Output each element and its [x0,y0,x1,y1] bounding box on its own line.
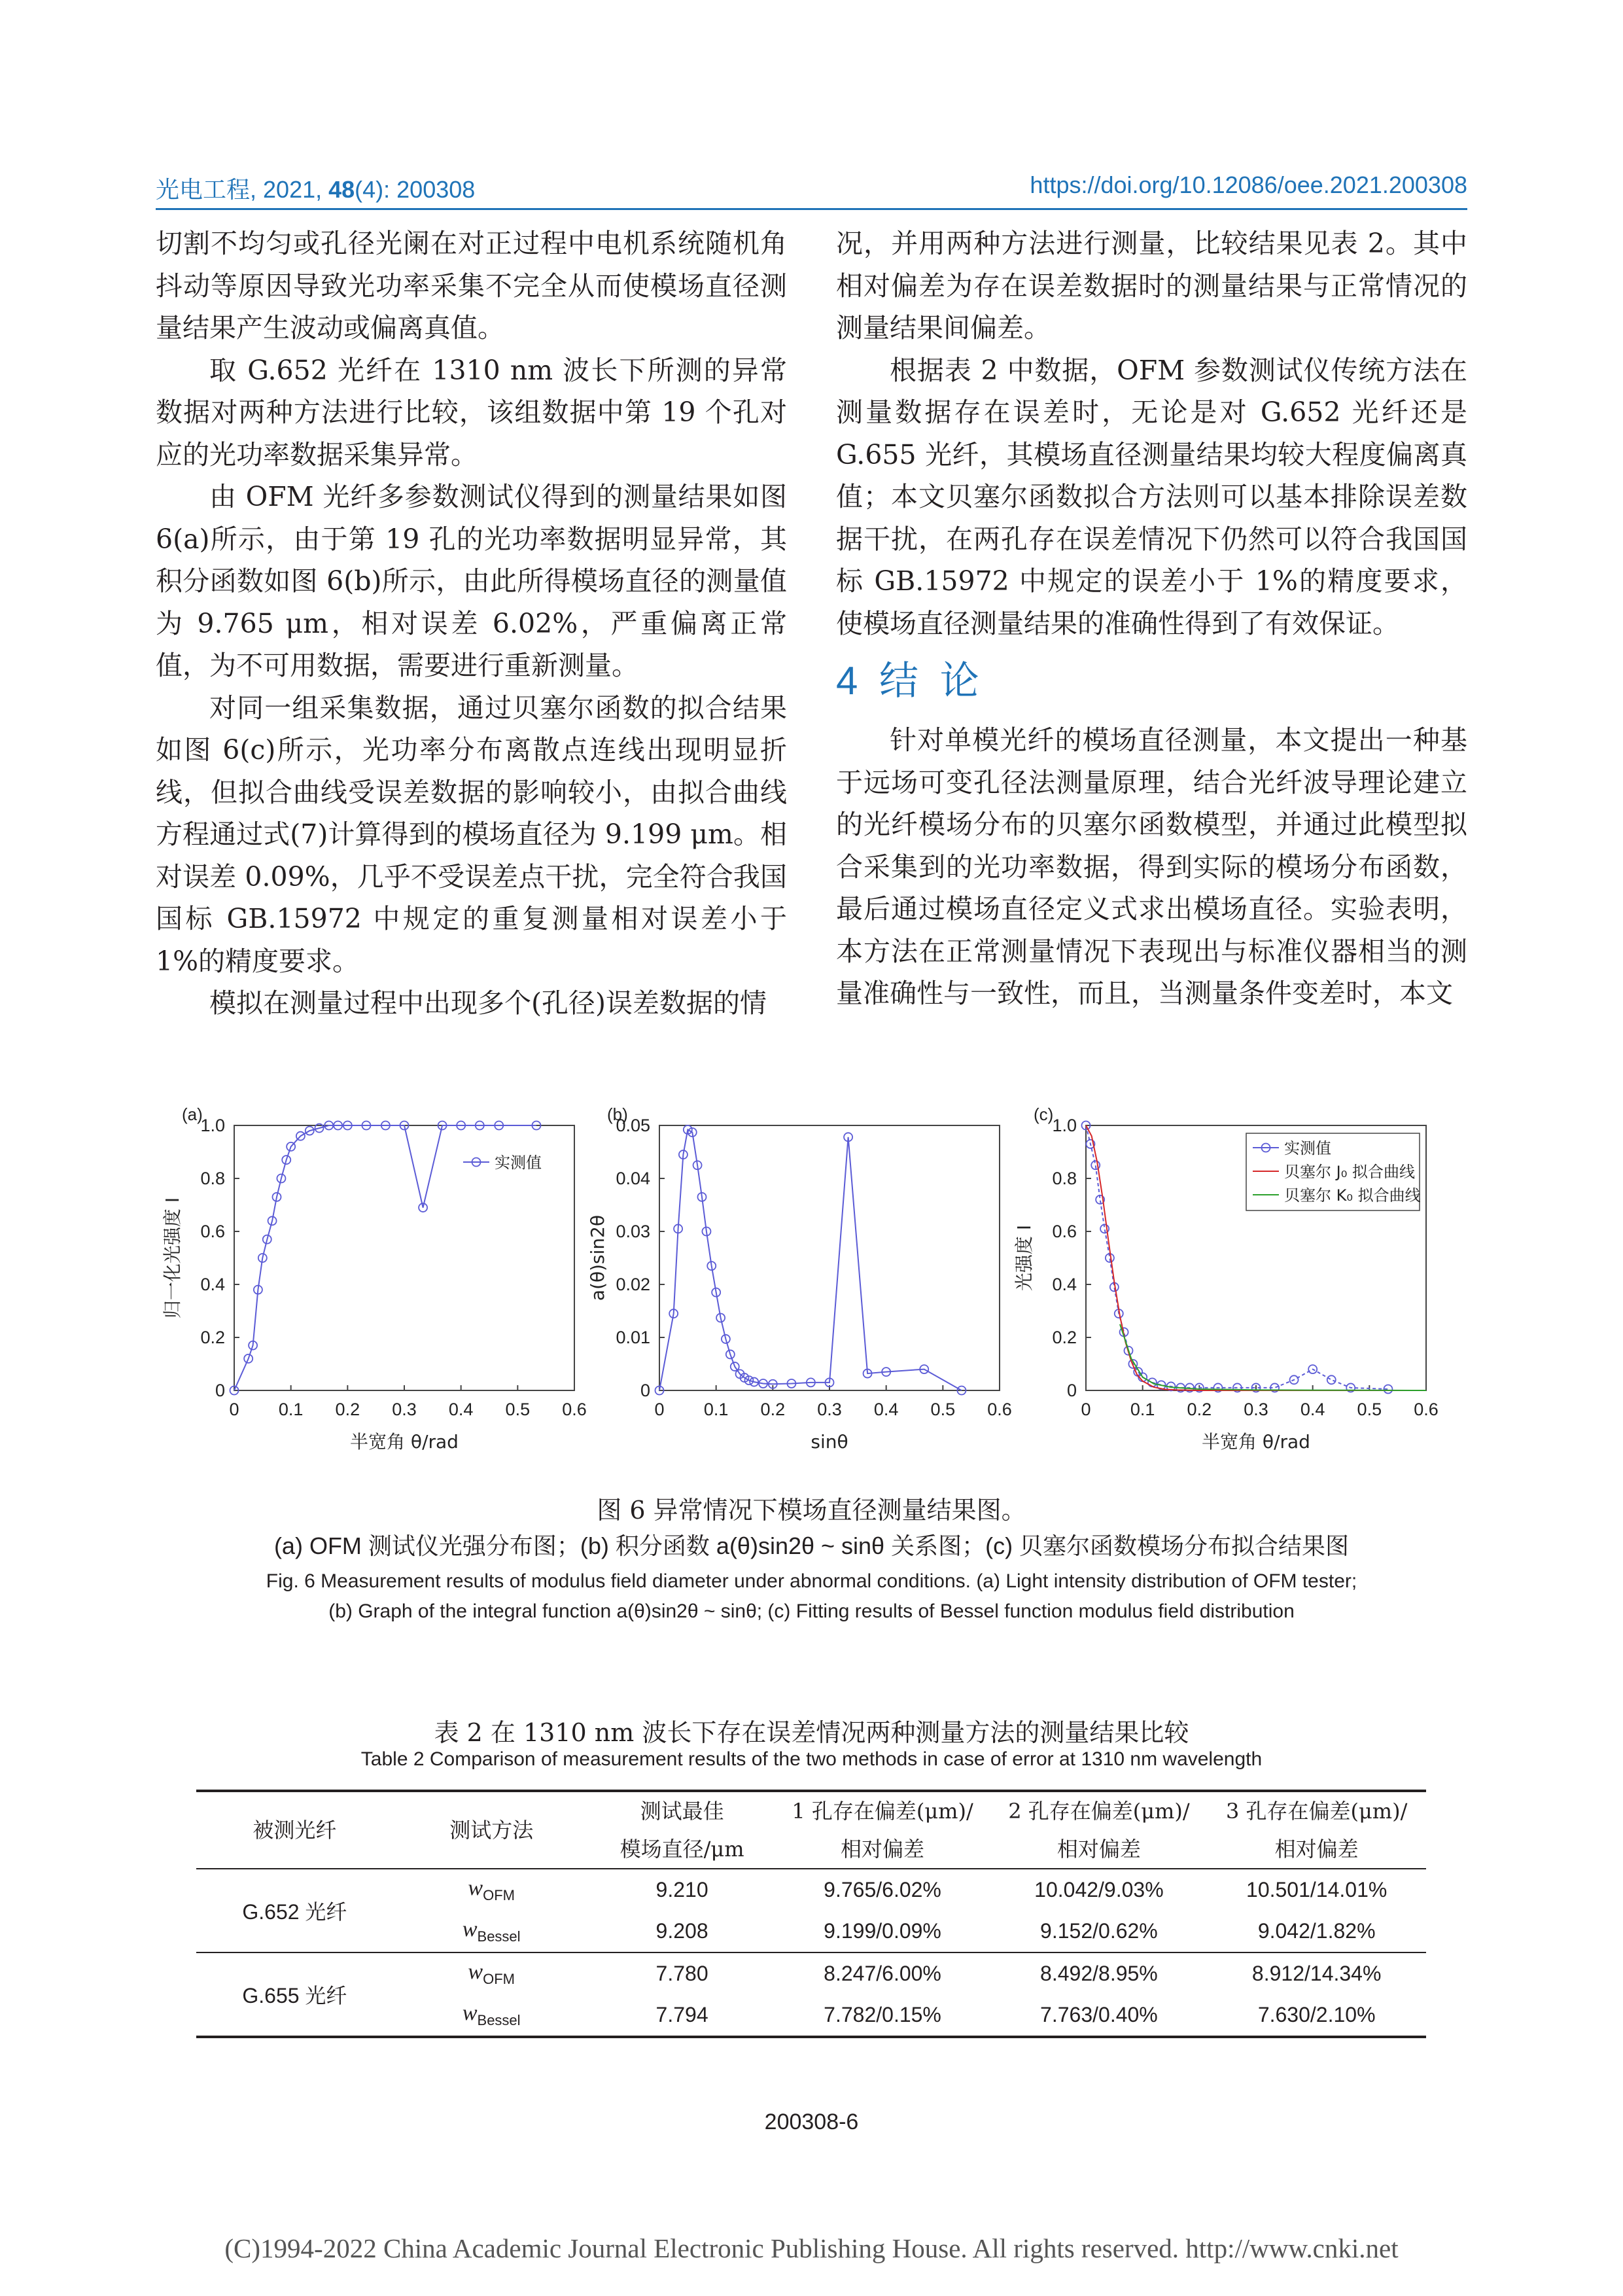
y-axis-label: a(θ)sin2θ [587,1214,608,1301]
table-caption-en: Table 2 Comparison of measurement results of the two methods in case of error at 1310 nm wavelength [360,1748,1263,1770]
figure-caption-en-2: (b) Graph of the integral function a(θ)sin2θ ~ sinθ; (c) Fitting results of Bessel function modulus field distribution [328,1600,1295,1622]
cell-e1: 9.199/0.09% [824,1919,941,1943]
cell-best: 9.208 [655,1919,708,1943]
method-symbol: $w_{OFM}$ [468,1876,515,1903]
y-tick-label: 1.0 [1052,1116,1077,1135]
x-tick-label: 0.5 [1357,1400,1382,1419]
chart-panel-1 [587,1104,1012,1453]
fiber-name: G.655 光纤 [242,1984,347,2007]
x-tick-label: 0.6 [987,1400,1012,1419]
cell-e1: 8.247/6.00% [824,1962,941,1985]
paragraph: 针对单模光纤的模场直径测量，本文提出一种基于远场可变孔径法测量原理，结合光纤波导理论建立的光纤模场分布的贝塞尔函数模型，并通过此模型拟合采集到的光功率数据，得到实际的模场分布函数，最后通过模场直径定义式求出模场直径。实验表明，本方法在正常测量情况下表现出与标准仪器相当的测量准确性与一致性，而且，当测量条件变差时，本文 [836,724,1467,1009]
data-point [1327,1375,1336,1384]
paragraph: 根据表 2 中数据，OFM 参数测试仪传统方法在测量数据存在误差时，无论是对 G.652 光纤还是 G.655 光纤，其模场直径测量结果均较大程度偏离真值；本文贝塞尔函数拟合方法则可以基本排除误差数据干扰，在两孔存在误差情况下仍然可以符合我国国标 GB.15972 中规定的误差小于 1%的精度要求，使模场直径测量结果的准确性得到了有效保证。 [836,354,1467,639]
y-tick-label: 0.03 [616,1222,650,1241]
y-tick-label: 0 [1066,1381,1077,1400]
x-axis-label: 半宽角 θ/rad [1202,1431,1310,1453]
y-tick-label: 1.0 [200,1116,225,1135]
x-tick-label: 0 [1081,1400,1091,1419]
x-tick-label: 0.1 [703,1400,729,1419]
y-tick-label: 0.04 [616,1169,650,1188]
y-tick-label: 0.4 [1052,1275,1077,1294]
page-number: 200308-6 [764,2110,859,2134]
table-caption-cn: 表 2 在 1310 nm 波长下存在误差情况两种测量方法的测量结果比较 [434,1718,1189,1747]
y-tick-label: 0.2 [200,1328,225,1347]
legend-entry: 实测值 [1284,1139,1331,1157]
y-axis-label: 归一化光强度 I [162,1197,183,1319]
x-tick-label: 0.6 [1414,1400,1439,1419]
x-tick-label: 0.2 [760,1400,786,1419]
x-tick-label: 0.3 [392,1400,417,1419]
y-tick-label: 0.8 [200,1169,225,1188]
paragraph: 模拟在测量过程中出现多个(孔径)误差数据的情 [209,987,767,1019]
legend-entry: 实测值 [495,1154,542,1172]
x-tick-label: 0.6 [562,1400,587,1419]
header-err3: 3 孔存在偏差(μm)/ 相对偏差 [1225,1799,1408,1862]
x-axis-label: 半宽角 θ/rad [350,1431,459,1453]
cell-e2: 10.042/9.03% [1034,1878,1164,1901]
y-tick-label: 0.02 [616,1275,650,1294]
journal-name: 光电工程 [156,176,251,203]
cell-e3: 10.501/14.01% [1246,1878,1387,1901]
x-tick-label: 0.1 [1130,1400,1155,1419]
figure-caption-cn-sub: (a) OFM 测试仪光强分布图；(b) 积分函数 a(θ)sin2θ ~ sinθ 关系图；(c) 贝塞尔函数模场分布拟合结果图 [273,1532,1350,1559]
doi-link[interactable]: https://doi.org/10.12086/oee.2021.200308 [1030,171,1467,198]
y-tick-label: 0.6 [200,1222,225,1241]
paragraph: 取 G.652 光纤在 1310 nm 波长下所测的异常数据对两种方法进行比较，该组数据中第 19 个孔对应的光功率数据采集异常。 [156,354,787,470]
series-line-0 [234,1125,536,1390]
method-symbol: $w_{OFM}$ [468,1960,515,1987]
x-tick-label: 0.3 [817,1400,842,1419]
x-axis-label: sinθ [811,1431,848,1453]
panel-label: (c) [1034,1104,1054,1124]
header-fiber: 被测光纤 [253,1818,337,1843]
paragraph: 对同一组采集数据，通过贝塞尔函数的拟合结果如图 6(c)所示，光功率分布离散点连线出现明显折线，但拟合曲线受误差数据的影响较小，由拟合曲线方程通过式(7)计算得到的模场直径为 9.199 μm。相对误差 0.09%，几乎不受误差点干扰，完全符合我国国标 GB.15972 中规定的重复测量相对误差小于 1%的精度要求。 [156,692,787,977]
cell-e3: 9.042/1.82% [1257,1919,1376,1943]
header-best: 测试最佳 模场直径/μm [620,1799,744,1862]
cell-best: 7.794 [655,2003,708,2026]
x-tick-label: 0.4 [1300,1400,1325,1419]
table-row [196,1952,1426,1994]
journal-citation [156,171,475,205]
y-tick-label: 0.01 [616,1328,650,1347]
x-tick-label: 0.2 [1187,1400,1212,1419]
cell-e2: 7.763/0.40% [1040,2003,1158,2026]
method-symbol: $w_{Bessel}$ [462,2001,521,2028]
paragraph: 况，并用两种方法进行测量，比较结果见表 2。其中相对偏差为存在误差数据时的测量结果与正常情况的测量结果间偏差。 [836,228,1467,344]
chart-panel-0 [162,1104,587,1453]
figure-caption-cn: 图 6 异常情况下模场直径测量结果图。 [597,1496,1026,1525]
y-tick-label: 0.8 [1052,1169,1077,1188]
x-tick-label: 0 [654,1400,665,1419]
panel-label: (a) [182,1104,203,1124]
journal-year: , 2021, [250,176,329,203]
x-tick-label: 0.3 [1244,1400,1268,1419]
cell-e2: 8.492/8.95% [1040,1962,1158,1985]
right-column [836,222,1467,1015]
header-err2: 2 孔存在偏差(μm)/ 相对偏差 [1008,1799,1190,1862]
section-heading: 4 结 论 [836,659,985,703]
fiber-name: G.652 光纤 [242,1900,347,1924]
results-table [196,1790,1426,2038]
left-column [156,222,787,1025]
legend-entry: 贝塞尔 K₀ 拟合曲线 [1284,1186,1421,1205]
x-tick-label: 0.4 [448,1400,474,1419]
series-line-0 [659,1130,962,1391]
cell-e1: 7.782/0.15% [824,2003,941,2026]
header-divider [156,208,1467,210]
y-tick-label: 0.2 [1052,1328,1077,1347]
series-line-2 [1120,1324,1426,1390]
cell-best: 7.780 [655,1962,708,1985]
x-tick-label: 0 [229,1400,239,1419]
chart-panel-2 [1013,1104,1439,1453]
paragraph: 切割不均匀或孔径光阑在对正过程中电机系统随机角抖动等原因导致光功率采集不完全从而使模场直径测量结果产生波动或偏离真值。 [156,228,787,344]
cell-e2: 9.152/0.62% [1040,1919,1158,1943]
panel-label: (b) [607,1104,628,1124]
x-tick-label: 0.5 [930,1400,956,1419]
figure-caption-en-1: Fig. 6 Measurement results of modulus field diameter under abnormal conditions. (a) Light intensity distribution of OFM tester; [266,1570,1357,1592]
x-tick-label: 0.5 [505,1400,531,1419]
header-err1: 1 孔存在偏差(μm)/ 相对偏差 [792,1799,973,1862]
y-tick-label: 0 [215,1381,225,1400]
right-column-upper [836,222,1467,645]
cell-best: 9.210 [655,1878,708,1901]
cell-e1: 9.765/6.02% [824,1878,941,1901]
y-tick-label: 0.4 [200,1275,225,1294]
paragraph: 由 OFM 光纤多参数测试仪得到的测量结果如图 6(a)所示，由于第 19 孔的光功率数据明显异常，其积分函数如图 6(b)所示，由此所得模场直径的测量值为 9.765 μm，相对误差 6.02%，严重偏离正常值，为不可用数据，需要进行重新测量。 [156,481,787,681]
method-symbol: $w_{Bessel}$ [462,1917,521,1945]
table-row [196,1869,1426,1911]
x-tick-label: 0.1 [278,1400,304,1419]
header-method: 测试方法 [449,1818,534,1843]
legend-entry: 贝塞尔 J₀ 拟合曲线 [1284,1163,1415,1181]
y-axis-label: 光强度 I [1013,1224,1035,1292]
journal-volume: 48 [328,176,355,203]
cell-e3: 7.630/2.10% [1257,2003,1376,2026]
journal-issue: (4): 200308 [355,176,476,203]
x-tick-label: 0.4 [873,1400,899,1419]
copyright-notice: (C)1994-2022 China Academic Journal Electronic Publishing House. All rights reserved. http://www.cnki.net [224,2233,1399,2263]
y-tick-label: 0.6 [1052,1222,1077,1241]
table-header-row [196,1791,1426,1869]
figure-6 [156,1099,1467,1479]
x-tick-label: 0.2 [335,1400,360,1419]
right-column-lower [836,719,1467,1015]
cell-e3: 8.912/14.34% [1251,1962,1382,1985]
y-tick-label: 0 [640,1381,650,1400]
y-tick-label: 0.05 [616,1116,650,1135]
